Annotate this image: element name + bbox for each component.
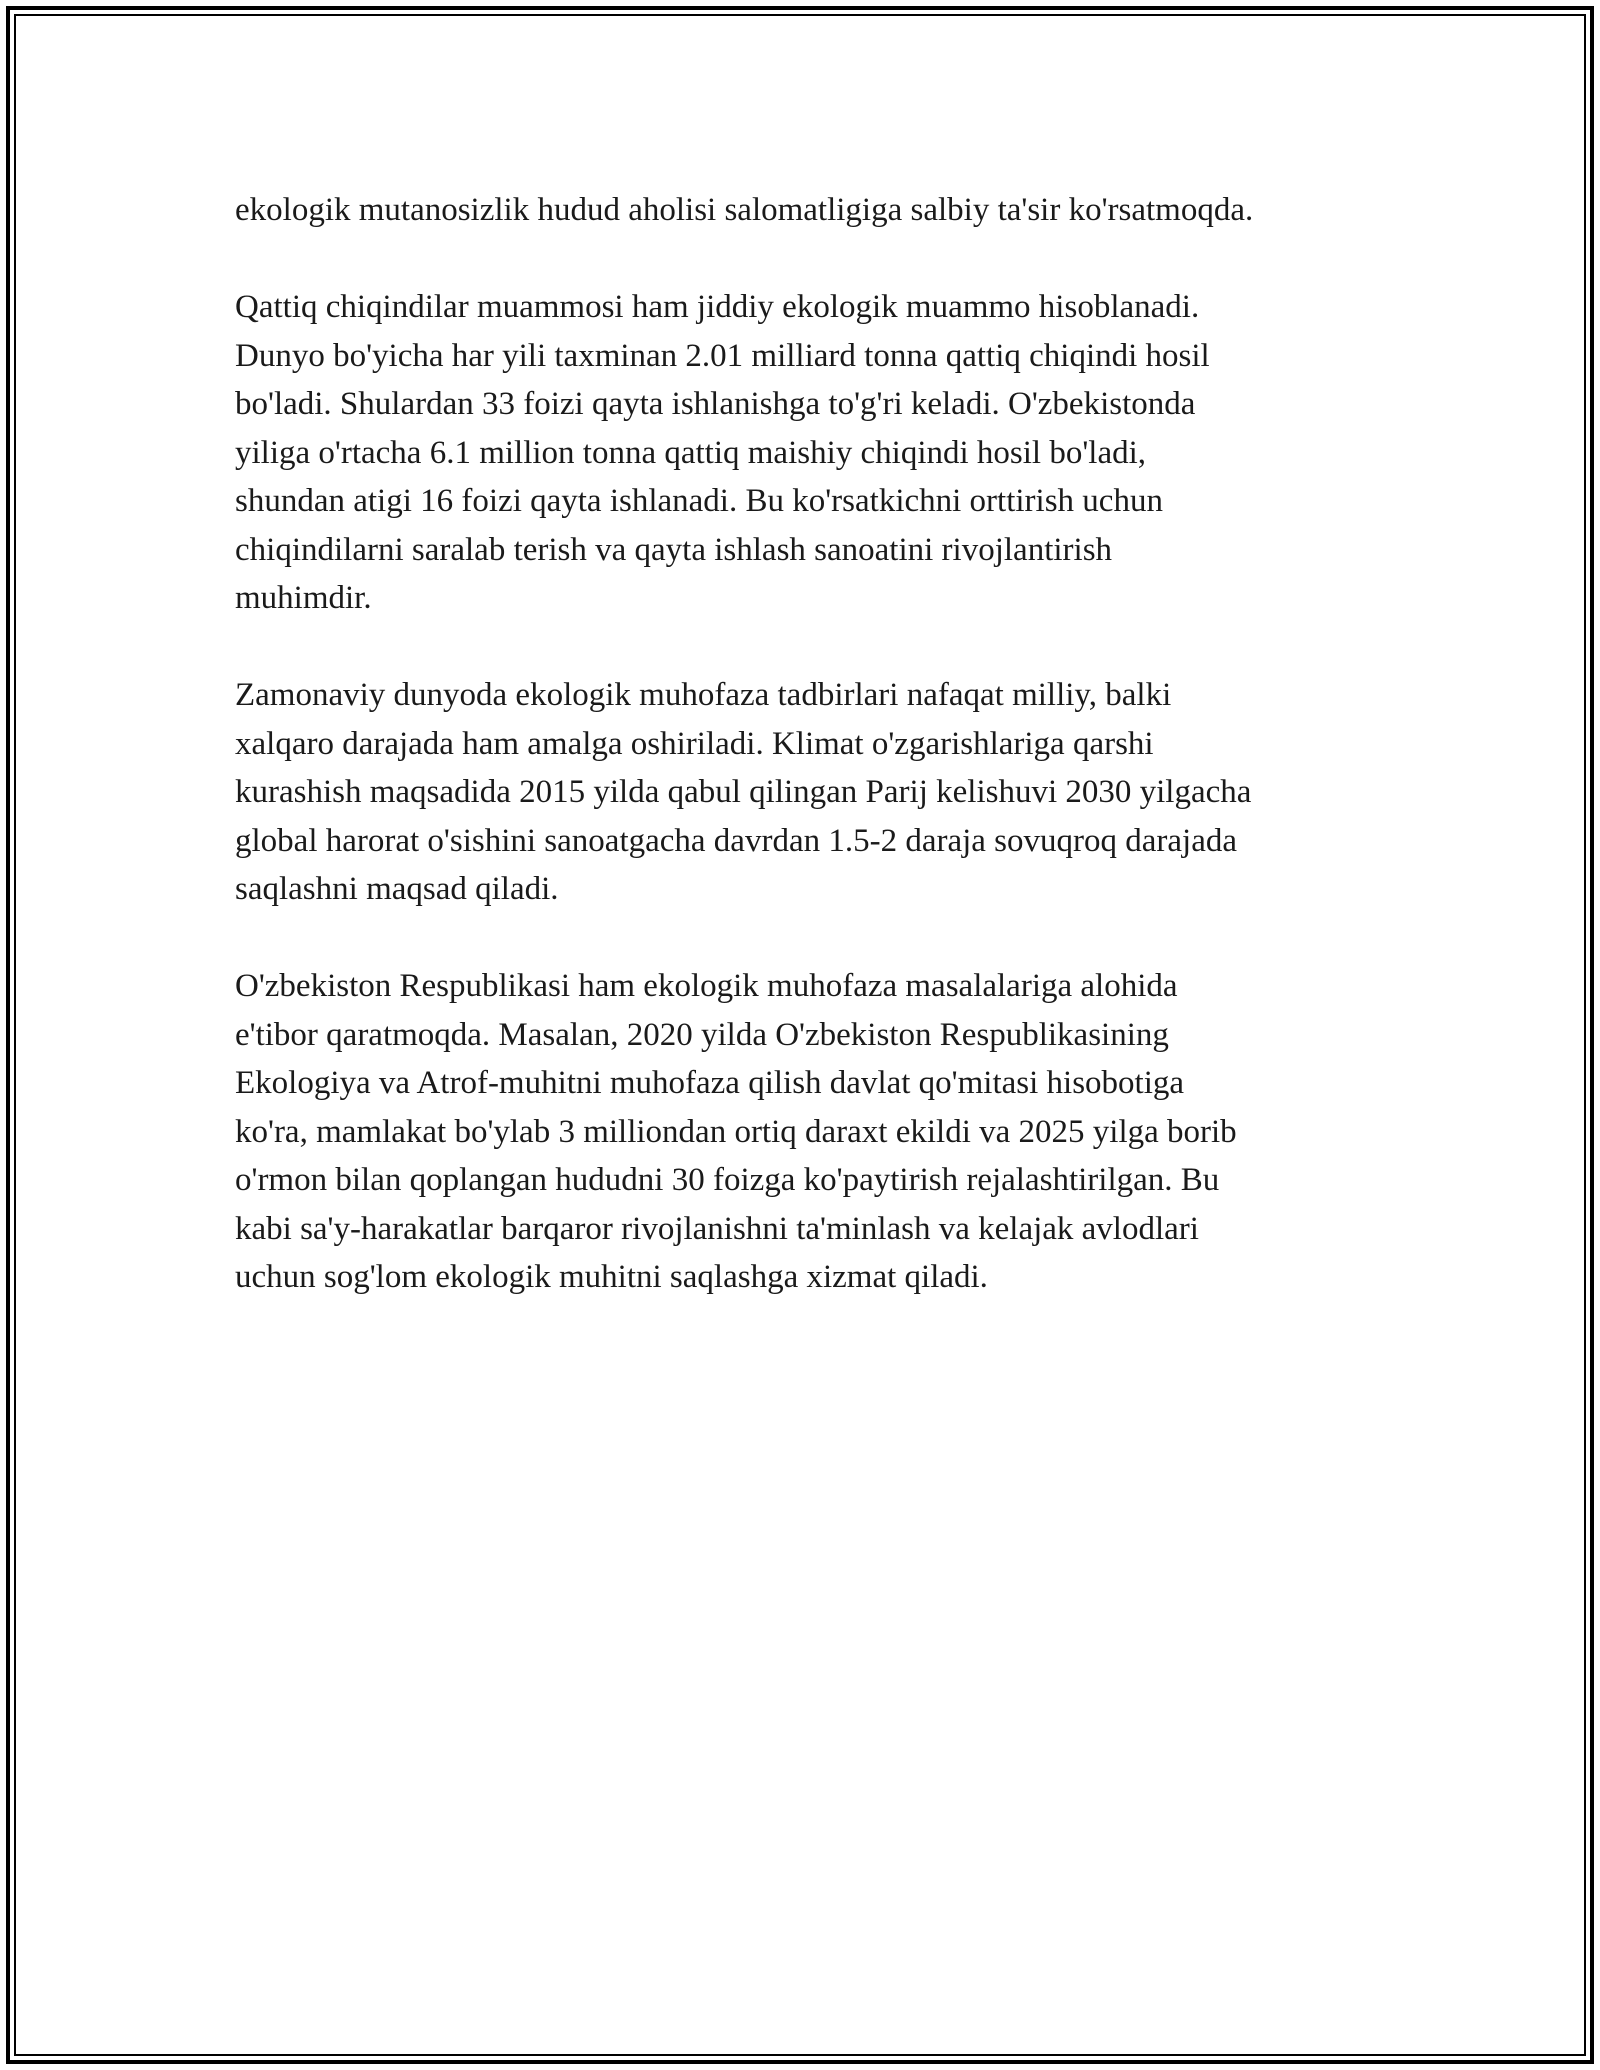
document-body bbox=[235, 186, 1385, 1350]
paragraph-1: ekologik mutanosizlik hudud aholisi salomatligiga salbiy ta'sir ko'rsatmoqda. bbox=[235, 192, 1254, 228]
paragraph-3: Zamonaviy dunyoda ekologik muhofaza tadbirlari nafaqat milliy, balki xalqaro darajada ham amalga oshiriladi. Klimat o'zgarishlariga qarshi kurashish maqsadida 2015 yilda qabul qilingan Parij kelishuvi 2030 yilgacha global harorat o'sishini sanoatgacha davrdan 1.5-2 daraja sovuqroq darajada saqlashni maqsad qiladi. bbox=[235, 677, 1252, 907]
paragraph-4: O'zbekiston Respublikasi ham ekologik muhofaza masalalariga alohida e'tibor qaratmoqda. Masalan, 2020 yilda O'zbekiston Respublikasining Ekologiya va Atrof-muhitni muhofaza qilish davlat qo'mitasi hisobotiga ko'ra, mamlakat bo'ylab 3 milliondan ortiq daraxt ekildi va 2025 yilga borib o'rmon bilan qoplangan hududni 30 foizga ko'paytirish rejalashtirilgan. Bu kabi sa'y-harakatlar barqaror rivojlanishni ta'minlash va kelajak avlodlari uchun sog'lom ekologik muhitni saqlashga xizmat qiladi. bbox=[235, 968, 1237, 1295]
paragraph-2: Qattiq chiqindilar muammosi ham jiddiy ekologik muammo hisoblanadi. Dunyo bo'yicha har yili taxminan 2.01 milliard tonna qattiq chiqindi hosil bo'ladi. Shulardan 33 foizi qayta ishlanishga to'g'ri keladi. O'zbekistonda yiliga o'rtacha 6.1 million tonna qattiq maishiy chiqindi hosil bo'ladi, shundan atigi 16 foizi qayta ishlanadi. Bu ko'rsatkichni orttirish uchun chiqindilarni saralab terish va qayta ishlash sanoatini rivojlantirish muhimdir. bbox=[235, 289, 1210, 616]
